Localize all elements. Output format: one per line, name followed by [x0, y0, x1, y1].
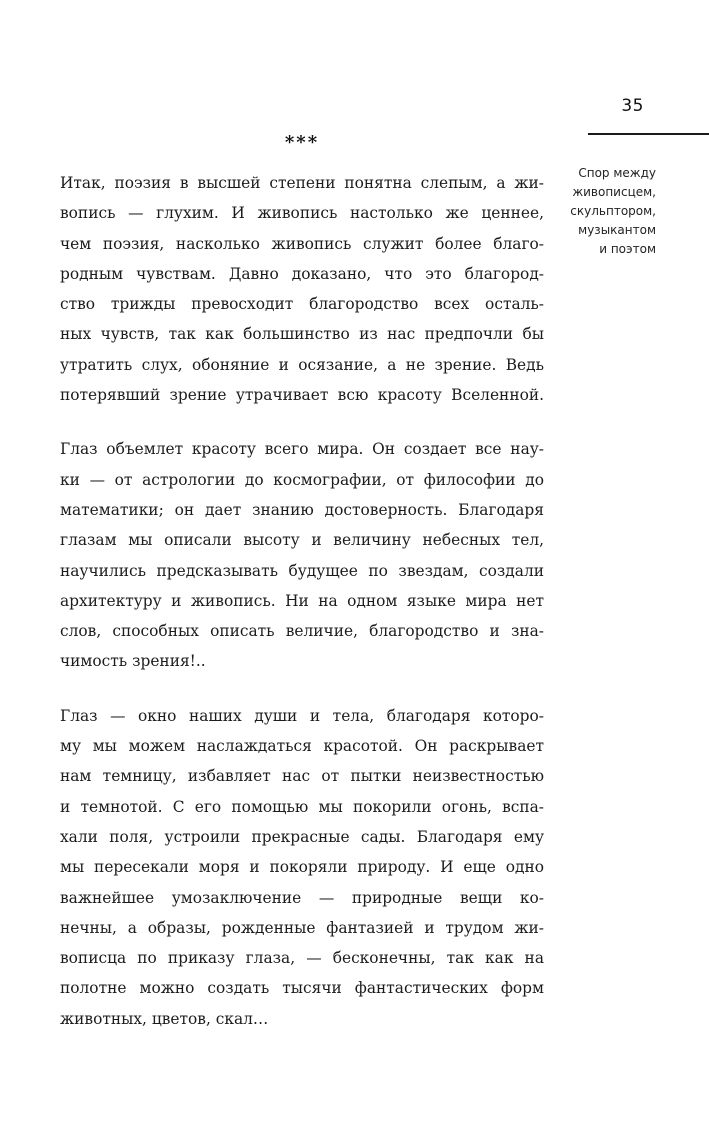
page-number: 35 [621, 96, 644, 116]
text-line: вописца по приказу глаза, — бесконечны, так как на [60, 949, 544, 968]
text-line: нам темницу, избавляет нас от пытки неизвестностью [60, 767, 544, 786]
text-line: мы пересекали моря и покоряли природу. И еще одно [60, 858, 544, 877]
text-line: ки — от астрологии до космографии, от философии до [60, 470, 544, 489]
text-line: важнейшее умозаключение — природные вещи ко- [60, 888, 544, 907]
text-line: глазам мы описали высоту и величину небесных тел, [60, 531, 544, 550]
running-head-line: Спор между [578, 166, 656, 180]
text-line: Итак, поэзия в высшей степени понятна слепым, а жи- [60, 174, 544, 192]
running-head [548, 164, 656, 259]
text-line: ство трижды превосходит благородство всех осталь- [60, 295, 544, 314]
text-line: хали поля, устроили прекрасные сады. Благодаря ему [60, 827, 544, 846]
text-line: Глаз объемлет красоту всего мира. Он создает все нау- [60, 440, 544, 459]
page-number-rule [588, 133, 709, 135]
text-line: ных чувств, так как большинство из нас предпочли бы [60, 325, 544, 344]
text-line: нечны, а образы, рожденные фантазией и трудом жи- [60, 918, 544, 937]
text-line: вопись — глухим. И живопись настолько же ценнее, [60, 204, 544, 223]
text-line: Глаз — окно наших души и тела, благодаря которо- [60, 706, 544, 725]
paragraph-3 [60, 701, 544, 1034]
text-line: математики; он дает знанию достоверность. Благодаря [60, 500, 544, 519]
running-head-line: музыкантом [578, 223, 656, 237]
text-line: научились предсказывать будущее по звездам, создали [60, 561, 544, 580]
running-head-line: скульптором, [570, 204, 656, 218]
text-line: слов, способных описать величие, благородство и зна- [60, 622, 544, 641]
section-separator: *** [284, 132, 320, 153]
text-line: архитектуру и живопись. Ни на одном языке мира нет [60, 591, 544, 610]
body-text [60, 168, 544, 1058]
text-line: полотне можно создать тысячи фантастических форм [60, 979, 544, 998]
text-line: чимость зрения!.. [60, 652, 206, 671]
text-line: родным чувствам. Давно доказано, что это благород- [60, 264, 544, 283]
paragraph-2 [60, 434, 544, 676]
text-line: животных, цветов, скал… [60, 1009, 269, 1028]
running-head-line: живописцем, [572, 185, 656, 199]
text-line: и темнотой. С его помощью мы покорили огонь, вспа- [60, 797, 544, 816]
text-line: чем поэзия, насколько живопись служит более благо- [60, 234, 544, 253]
text-line: му мы можем наслаждаться красотой. Он раскрывает [60, 737, 544, 756]
paragraph-1 [60, 168, 544, 410]
text-line: утратить слух, обоняние и осязание, а не зрение. Ведь [60, 355, 544, 374]
running-head-line: и поэтом [599, 242, 656, 256]
text-line: потерявший зрение утрачивает всю красоту Вселенной. [60, 386, 544, 405]
